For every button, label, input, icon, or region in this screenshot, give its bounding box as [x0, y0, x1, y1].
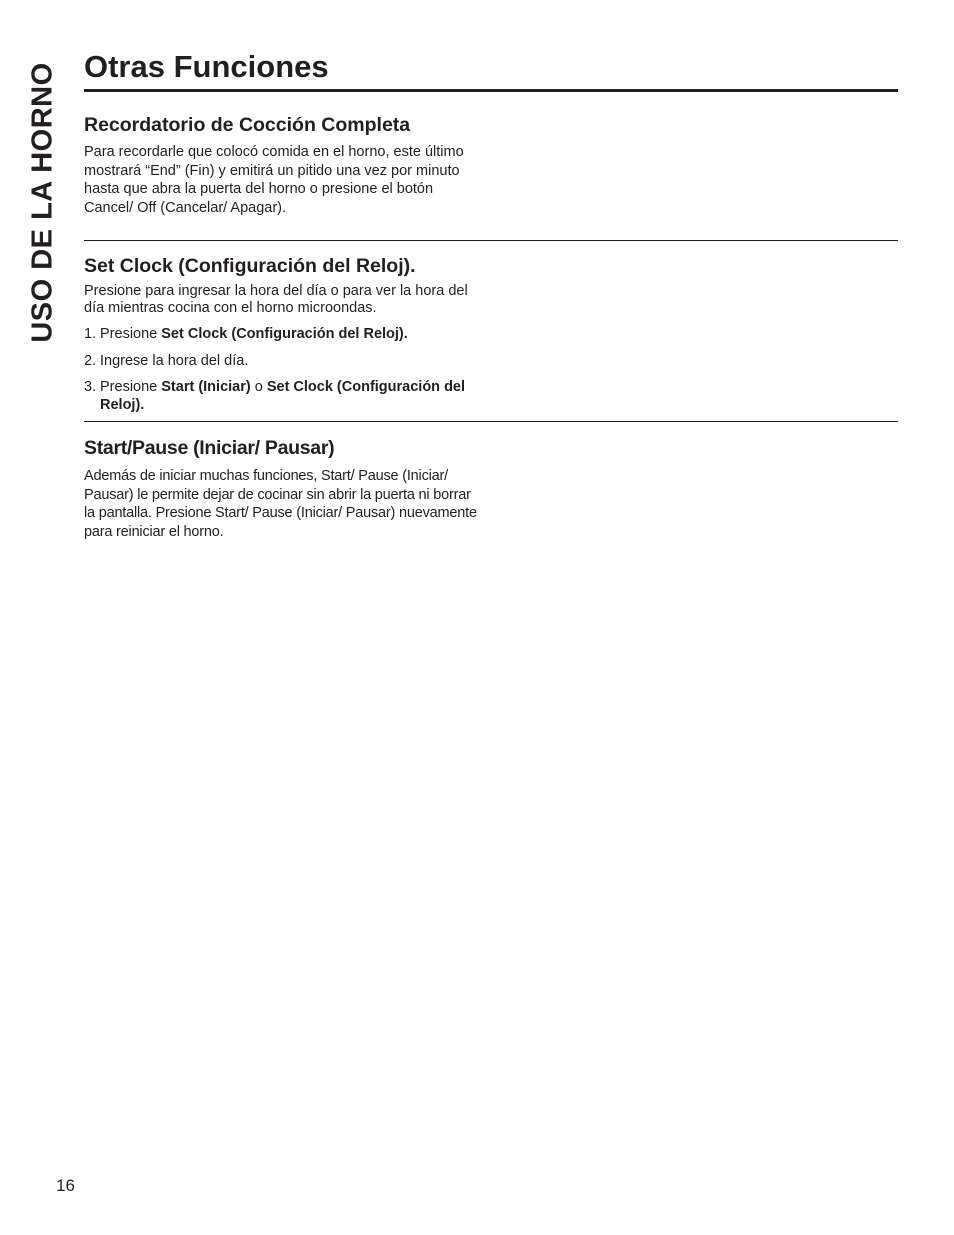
section-set-clock [84, 253, 494, 414]
section-heading-start-pause: Start/Pause (Iniciar/ Pausar) [84, 437, 335, 459]
step-number: 3. [84, 379, 97, 395]
step-item [84, 326, 494, 344]
step-item [84, 379, 494, 414]
step-item [84, 353, 494, 371]
section-cooking-reminder [84, 112, 494, 217]
side-tab-label: USO DE LA HORNO [26, 61, 59, 343]
set-clock-steps [84, 326, 494, 414]
section-heading-reminder: Recordatorio de Cocción Completa [84, 114, 411, 136]
section-body-start-pause: Además de iniciar muchas funciones, Start/ Pause (Iniciar/ Pausar) le permite dejar de cocinar sin abrir la puerta ni borrar la pantalla. Presione Start/ Pause (Iniciar/ Pausar) nuevamente para reiniciar el horno. [84, 468, 477, 540]
step-text: Presione Set Clock (Configuración del Reloj). [100, 326, 408, 342]
side-tab [26, 56, 60, 348]
page-number: 16 [56, 1176, 75, 1195]
section-body-reminder: Para recordarle que colocó comida en el horno, este último mostrará “End” (Fin) y emitirá un pitido una vez por minuto hasta que abra la puerta del horno o presione el botón Cancel/ Off (Cancelar/ Apagar). [84, 144, 464, 216]
step-number: 2. [84, 352, 97, 369]
title-rule [84, 89, 898, 92]
section-body-set-clock: Presione para ingresar la hora del día o para ver la hora del día mientras cocina con el horno microondas. [84, 283, 468, 316]
section-start-pause [84, 435, 494, 541]
step-number: 1. [84, 326, 97, 342]
section-divider-2 [84, 421, 898, 422]
step-text: Ingrese la hora del día. [100, 352, 249, 369]
section-heading-set-clock: Set Clock (Configuración del Reloj). [84, 255, 416, 277]
page-title: Otras Funciones [84, 49, 329, 84]
step-text: Presione Start (Iniciar) o Set Clock (Configuración del Reloj). [100, 379, 466, 413]
section-divider-1 [84, 240, 898, 241]
